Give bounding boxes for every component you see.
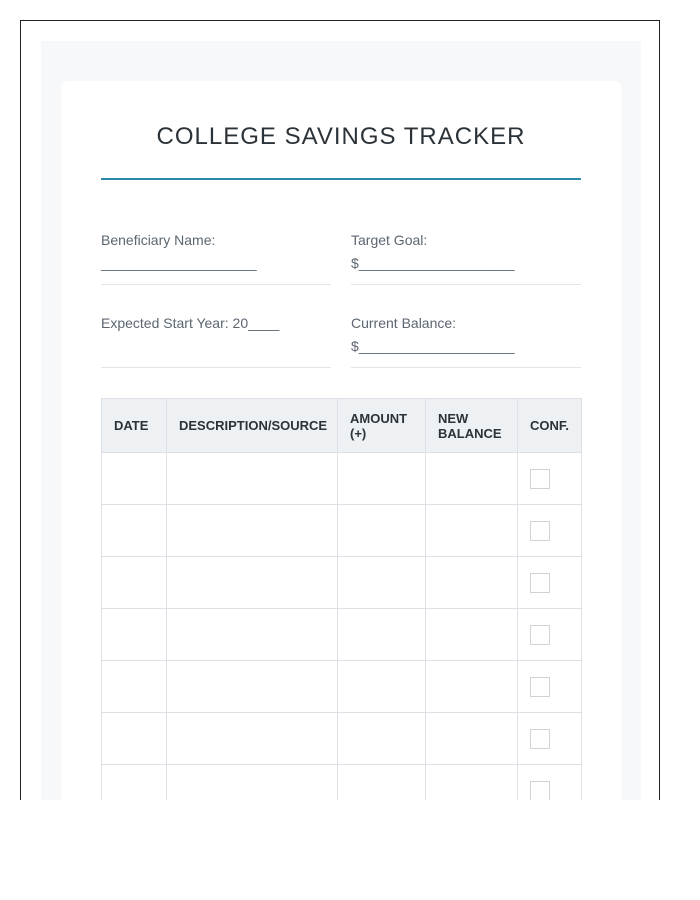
ledger-body xyxy=(102,453,582,801)
description-cell[interactable] xyxy=(167,557,338,609)
amount-cell[interactable] xyxy=(338,713,426,765)
current-balance-field[interactable] xyxy=(351,303,581,368)
description-cell[interactable] xyxy=(167,661,338,713)
date-cell[interactable] xyxy=(102,453,167,505)
amount-cell[interactable] xyxy=(338,557,426,609)
confirm-checkbox[interactable] xyxy=(530,677,550,697)
table-header-row xyxy=(102,399,582,453)
table-row xyxy=(102,453,582,505)
description-cell[interactable] xyxy=(167,453,338,505)
amount-header-label: AMOUNT xyxy=(350,410,408,426)
confirm-checkbox[interactable] xyxy=(530,729,550,749)
amount-cell[interactable] xyxy=(338,609,426,661)
beneficiary-name-label: Beneficiary Name: xyxy=(101,232,216,248)
date-column-header xyxy=(102,399,167,453)
amount-column-header xyxy=(338,399,426,453)
current-balance-blank[interactable]: $____________________ xyxy=(351,338,515,354)
page-frame xyxy=(20,20,660,800)
date-cell[interactable] xyxy=(102,661,167,713)
date-cell[interactable] xyxy=(102,713,167,765)
description-header-label: DESCRIPTION/SOURCE xyxy=(179,418,328,433)
conf-cell xyxy=(518,557,582,609)
amount-cell[interactable] xyxy=(338,505,426,557)
new-balance-header-line1: NEW xyxy=(438,410,469,426)
conf-cell xyxy=(518,453,582,505)
amount-cell[interactable] xyxy=(338,661,426,713)
new-balance-cell[interactable] xyxy=(426,609,518,661)
amount-cell[interactable] xyxy=(338,765,426,801)
table-row xyxy=(102,557,582,609)
confirm-checkbox[interactable] xyxy=(530,573,550,593)
target-goal-label: Target Goal: xyxy=(351,232,428,248)
expected-start-year-label[interactable]: Expected Start Year: 20____ xyxy=(101,315,280,331)
date-cell[interactable] xyxy=(102,609,167,661)
conf-cell xyxy=(518,609,582,661)
new-balance-cell[interactable] xyxy=(426,505,518,557)
conf-cell xyxy=(518,765,582,801)
confirm-checkbox[interactable] xyxy=(530,781,550,801)
table-row xyxy=(102,765,582,801)
new-balance-cell[interactable] xyxy=(426,557,518,609)
beneficiary-name-blank[interactable]: ____________________ xyxy=(101,255,257,271)
table-row xyxy=(102,713,582,765)
confirm-checkbox[interactable] xyxy=(530,469,550,489)
amount-cell[interactable] xyxy=(338,453,426,505)
new-balance-column-header xyxy=(426,399,518,453)
target-goal-field[interactable] xyxy=(351,220,581,285)
date-cell[interactable] xyxy=(102,557,167,609)
title-divider xyxy=(101,178,581,180)
date-cell[interactable] xyxy=(102,505,167,557)
conf-cell xyxy=(518,713,582,765)
table-row xyxy=(102,505,582,557)
amount-header-sign: (+) xyxy=(350,425,367,441)
description-column-header xyxy=(167,399,338,453)
table-row xyxy=(102,609,582,661)
new-balance-cell[interactable] xyxy=(426,713,518,765)
description-cell[interactable] xyxy=(167,609,338,661)
description-cell[interactable] xyxy=(167,505,338,557)
page-title: COLLEGE SAVINGS TRACKER xyxy=(156,123,526,150)
date-cell[interactable] xyxy=(102,765,167,801)
expected-start-year-field[interactable] xyxy=(101,303,331,368)
table-row xyxy=(102,661,582,713)
tracker-card xyxy=(61,81,621,800)
description-cell[interactable] xyxy=(167,713,338,765)
target-goal-blank[interactable]: $____________________ xyxy=(351,255,515,271)
page-background xyxy=(41,41,641,800)
confirm-checkbox[interactable] xyxy=(530,625,550,645)
new-balance-header-line2: BALANCE xyxy=(438,425,502,441)
new-balance-cell[interactable] xyxy=(426,765,518,801)
date-header-label: DATE xyxy=(114,418,149,433)
conf-header-label: CONF. xyxy=(530,418,569,433)
conf-cell xyxy=(518,505,582,557)
new-balance-cell[interactable] xyxy=(426,661,518,713)
conf-cell xyxy=(518,661,582,713)
confirm-checkbox[interactable] xyxy=(530,521,550,541)
beneficiary-name-field[interactable] xyxy=(101,220,331,285)
new-balance-cell[interactable] xyxy=(426,453,518,505)
savings-ledger-table xyxy=(101,398,582,800)
description-cell[interactable] xyxy=(167,765,338,801)
conf-column-header xyxy=(518,399,582,453)
current-balance-label: Current Balance: xyxy=(351,315,457,331)
